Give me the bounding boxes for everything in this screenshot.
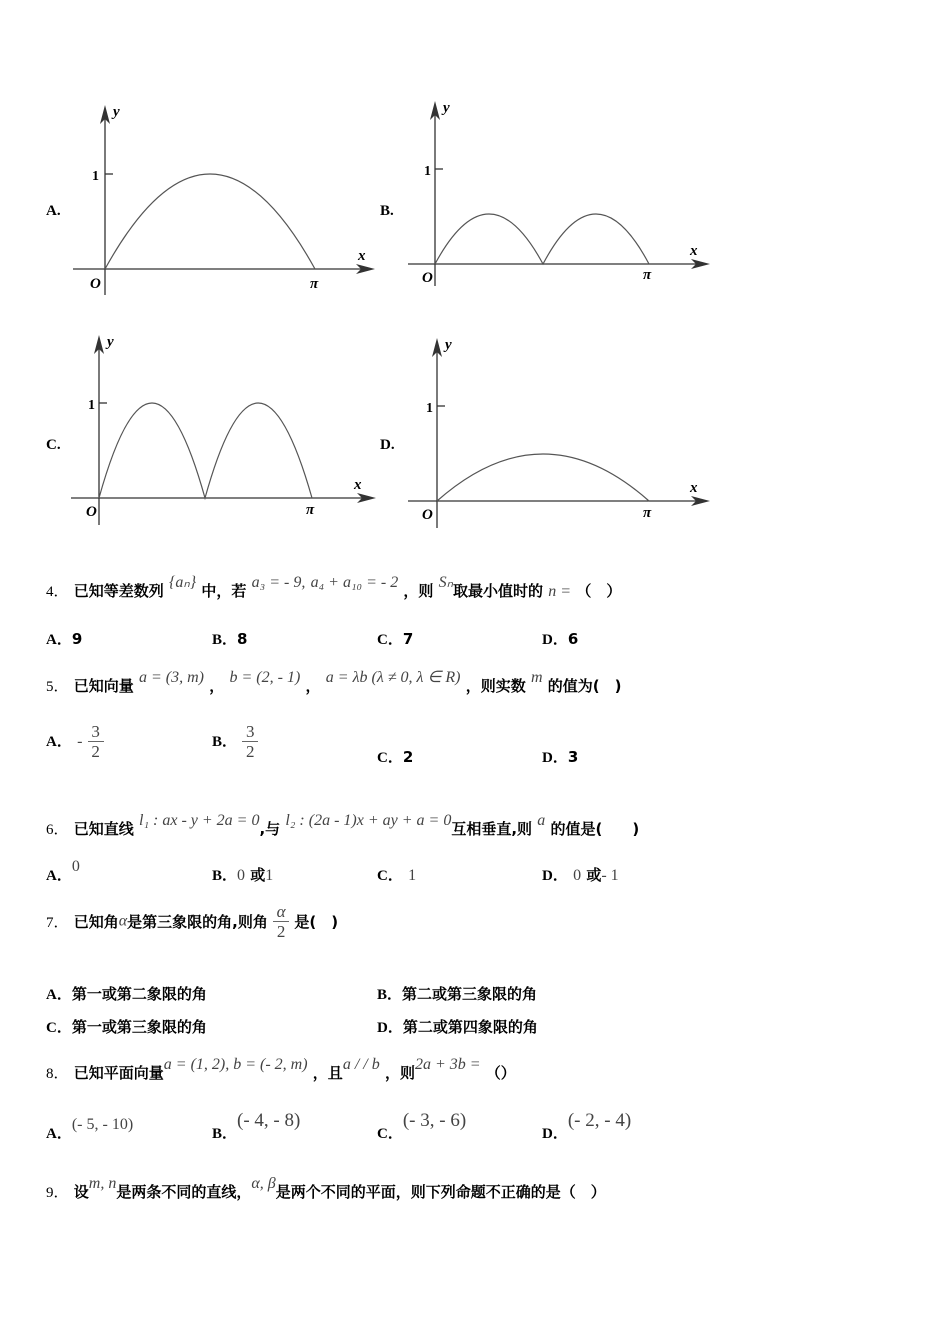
question-7: 7． 已知角α是第三象限的角,则角 $\frac{\alpha}{2}$ 是( )	[46, 902, 339, 941]
q5-option-b[interactable]: B． $\frac{3}{2}$	[212, 722, 258, 761]
q8-option-d[interactable]: D．(- 2, - 4)	[542, 1110, 632, 1142]
question-9: 9． 设m, n是两条不同的直线，α, β是两个不同的平面，则下列命题不正确的是（ ）	[46, 1175, 606, 1201]
graph-b-origin: O	[422, 270, 433, 286]
graph-a-one: 1	[92, 169, 99, 184]
graph-a-y: y	[113, 104, 120, 120]
q6-option-c[interactable]: C． 1	[377, 867, 417, 884]
graph-d	[400, 333, 720, 533]
q4-option-a[interactable]: A．9	[46, 630, 83, 648]
graph-b-x: x	[690, 243, 698, 259]
q7-fraction: $\frac{\alpha}{2}$	[273, 902, 289, 941]
q4-option-b[interactable]: B．8	[212, 630, 248, 648]
graph-c-label: C.	[46, 437, 61, 453]
graph-c-origin: O	[86, 504, 97, 520]
graph-b-one: 1	[424, 164, 431, 179]
q6-option-d[interactable]: D． 0 或- 1	[542, 866, 619, 884]
graph-c-y: y	[107, 334, 114, 350]
graph-d-label: D.	[380, 437, 395, 453]
q6-line-1: l₁ : ax - y + 2a = 0	[139, 812, 260, 829]
graph-b-pi: π	[643, 267, 652, 283]
graph-a-origin: O	[90, 276, 101, 292]
graph-b-curve	[435, 214, 649, 264]
q4-condition-2: a₄ + a₁₀ = - 2	[310, 574, 399, 591]
q7-option-a[interactable]: A．第一或第二象限的角	[46, 985, 207, 1003]
graph-c-one: 1	[88, 398, 95, 413]
question-6: 6． 已知直线 l₁ : ax - y + 2a = 0,与 l₂ : (2a - 1)x + ay + a = 0互相垂直,则 a 的值是( )	[46, 812, 640, 838]
graph-a-pi: π	[310, 276, 319, 292]
q5-vector-b: b = (2, - 1)	[229, 669, 301, 686]
q5-vector-a: a = (3, m)	[139, 669, 205, 686]
graph-d-origin: O	[422, 507, 433, 523]
q5-option-d[interactable]: D．3	[542, 748, 579, 766]
graph-b	[400, 96, 720, 296]
q6-option-a[interactable]: A．0	[46, 858, 80, 884]
graph-b-y: y	[443, 100, 450, 116]
graph-a-curve	[105, 174, 315, 269]
graph-d-pi: π	[643, 505, 652, 521]
q7-option-b[interactable]: B．第二或第三象限的角	[377, 985, 538, 1003]
graph-a-label: A.	[46, 203, 61, 219]
q4-option-d[interactable]: D．6	[542, 630, 579, 648]
graph-a	[70, 100, 390, 310]
q4-condition-1: a₃ = - 9,	[251, 574, 306, 591]
q8-option-a[interactable]: A．(- 5, - 10)	[46, 1116, 134, 1142]
q5-option-a-fraction: $\frac{3}{2}$	[88, 722, 104, 761]
graph-c-curve	[99, 403, 312, 498]
question-8: 8． 已知平面向量a = (1, 2), b = (- 2, m) ，且a / / b ，则2a + 3b = （）	[46, 1056, 516, 1082]
q5-option-a[interactable]: A． - $\frac{3}{2}$	[46, 722, 104, 761]
graph-d-x: x	[690, 480, 698, 496]
q4-option-c[interactable]: C．7	[377, 630, 414, 648]
q6-line-2: l₂ : (2a - 1)x + ay + a = 0	[285, 812, 452, 829]
question-5: 5． 已知向量 a = (3, m) ， b = (2, - 1) ， a = λb (λ ≠ 0, λ ∈ R) ，则实数 m 的值为( )	[46, 669, 622, 695]
q8-option-b[interactable]: B．(- 4, - 8)	[212, 1110, 301, 1142]
q7-option-c[interactable]: C．第一或第三象限的角	[46, 1018, 207, 1036]
graph-b-label: B.	[380, 203, 394, 219]
graph-c-x: x	[354, 477, 362, 493]
q5-option-b-fraction: $\frac{3}{2}$	[242, 722, 258, 761]
graph-c-pi: π	[306, 502, 315, 518]
q8-vectors: a = (1, 2), b = (- 2, m)	[163, 1056, 308, 1073]
graph-d-one: 1	[426, 401, 433, 416]
graph-c	[66, 330, 386, 530]
question-4: 4． 已知等差数列 {aₙ} 中，若 a₃ = - 9, a₄ + a₁₀ = - 2 ，则 Sₙ取最小值时的 n = （ ）	[46, 574, 622, 600]
graph-d-y: y	[445, 337, 452, 353]
q7-option-d[interactable]: D．第二或第四象限的角	[377, 1018, 538, 1036]
graph-a-x: x	[358, 248, 366, 264]
q8-option-c[interactable]: C．(- 3, - 6)	[377, 1110, 467, 1142]
graph-d-curve	[437, 454, 649, 501]
q6-option-b[interactable]: B．0 或1	[212, 866, 274, 884]
q5-relation: a = λb (λ ≠ 0, λ ∈ R)	[325, 669, 461, 686]
q4-sequence: {aₙ}	[169, 574, 197, 591]
q5-option-c[interactable]: C．2	[377, 748, 414, 766]
